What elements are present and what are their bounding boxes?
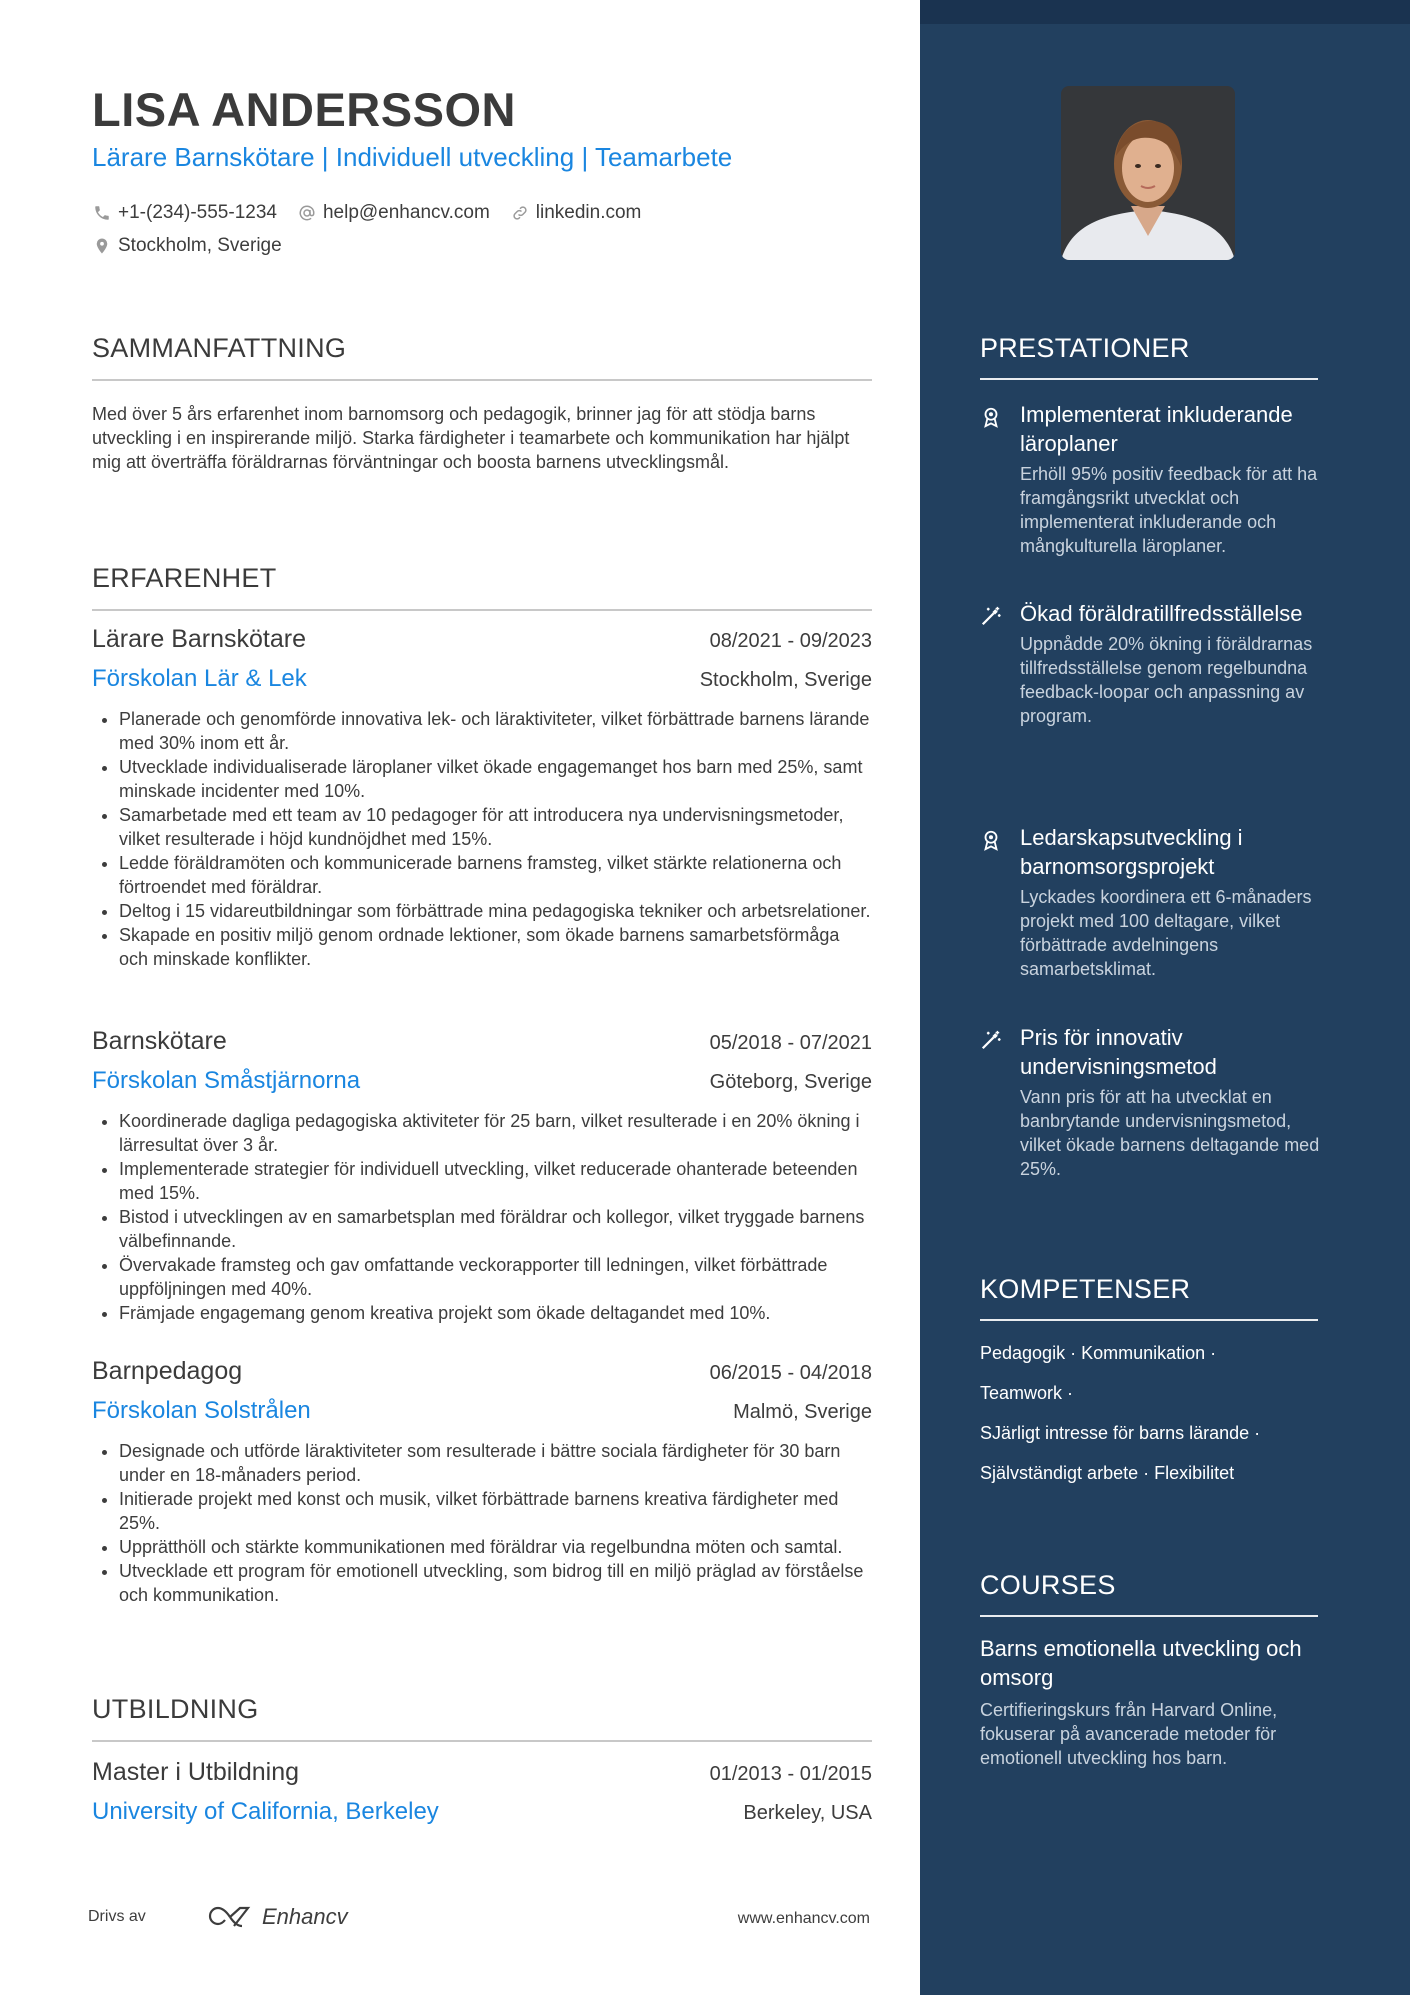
phone-text: +1-(234)-555-1234 [118, 201, 277, 223]
enhancv-brand: Enhancv [262, 1904, 348, 1929]
award-icon [980, 406, 1002, 428]
course-title: Barns emotionella utveckling och omsorg [980, 1636, 1302, 1690]
job-location: Stockholm, Sverige [699, 669, 872, 691]
location-text: Stockholm, Sverige [118, 234, 282, 256]
profile-photo [1061, 86, 1235, 260]
job-bullet: • Samarbetade med ett team av 10 pedagoger för att introducera nya undervisningsmetoder, vilket resulterade i höjd kundnöjdhet med 15%. [119, 803, 872, 851]
magic-wand-icon [980, 1029, 1002, 1051]
job-bullet: • Utvecklade ett program för emotionell utveckling, som bidrog till en miljö präglad av förståelse och kommunikation. [119, 1559, 872, 1607]
education-divider [92, 1740, 872, 1742]
experience-heading: ERFARENHET [92, 563, 277, 593]
achievement-item [980, 400, 1320, 558]
experience-entry [92, 1357, 872, 1607]
candidate-name: LISA ANDERSSON [92, 83, 516, 136]
skills-heading: KOMPETENSER [980, 1274, 1191, 1304]
skills-list [980, 1338, 1320, 1498]
phone-icon [92, 203, 112, 223]
experience-entry [92, 1027, 872, 1325]
summary-text: Med över 5 års erfarenhet inom barnomsorg och pedagogik, brinner jag för att stödja barns utveckling i en inspirerande miljö. Starka färdigheter i teamarbete och kommunikation har hjälpt mig att överträffa föräldrarnas förväntningar och boosta barnens utvecklingsmål. [92, 404, 850, 472]
course-item [980, 1634, 1320, 1770]
map-pin-icon [92, 236, 112, 256]
job-company: Förskolan Småstjärnorna [92, 1067, 361, 1094]
skill-line: Teamwork · [980, 1383, 1074, 1403]
job-dates: 06/2015 - 04/2018 [709, 1362, 872, 1384]
powered-by-label: Drivs av [88, 1908, 146, 1925]
job-bullet: • Skapade en positiv miljö genom ordnade lektioner, som ökade barnens samarbetsförmåga och minskade konflikter. [119, 923, 872, 971]
skills-divider [980, 1319, 1318, 1321]
job-bullets [92, 1109, 872, 1325]
education-entry [92, 1758, 872, 1838]
achievements-heading: PRESTATIONER [980, 333, 1190, 363]
skill-line: SJärligt intresse för barns lärande · [980, 1423, 1261, 1443]
skill-line: Självständigt arbete · Flexibilitet [980, 1463, 1235, 1483]
contact-info [92, 196, 892, 262]
job-bullets [92, 707, 872, 971]
job-title: Barnskötare [92, 1027, 227, 1055]
award-icon [980, 829, 1002, 851]
achievement-description: Uppnådde 20% ökning i föräldrarnas tillfredsställelse genom regelbundna feedback-loopar och anpassning av program. [1020, 634, 1313, 726]
school-name: University of California, Berkeley [92, 1798, 439, 1825]
footer [88, 1900, 880, 1940]
job-bullet: • Utvecklade individualiserade läroplaner vilket ökade engagemanget hos barn med 25%, samt minskade incidenter med 10%. [119, 755, 872, 803]
magic-wand-icon [980, 605, 1002, 627]
job-title: Barnpedagog [92, 1357, 243, 1385]
sidebar-top-bar [920, 0, 1410, 24]
achievement-title: Ledarskapsutveckling i barnomsorgsprojekt [1020, 825, 1243, 879]
job-bullet: • Koordinerade dagliga pedagogiska aktiviteter för 25 barn, vilket resulterade i en 20% ökning i lärresultat över 3 år. [119, 1109, 872, 1157]
job-location: Göteborg, Sverige [709, 1071, 872, 1093]
phone-contact[interactable] [92, 202, 277, 224]
job-bullets [92, 1439, 872, 1607]
achievement-item [980, 1023, 1320, 1181]
candidate-tagline: Lärare Barnskötare | Individuell utveckling | Teamarbete [92, 142, 733, 172]
job-dates: 08/2021 - 09/2023 [709, 630, 872, 652]
experience-entry [92, 625, 872, 971]
job-bullet: • Initierade projekt med konst och musik, vilket förbättrade barnens kreativa färdigheter med 25%. [119, 1487, 872, 1535]
job-bullet: • Bistod i utvecklingen av en samarbetsplan med föräldrar och kollegor, vilket tryggade barnens välbefinnande. [119, 1205, 872, 1253]
job-title: Lärare Barnskötare [92, 625, 307, 653]
enhancv-logo[interactable] [206, 1904, 348, 1930]
achievement-title: Ökad föräldratillfredsställelse [1020, 601, 1303, 626]
job-bullet: • Upprätthöll och stärkte kommunikationen med föräldrar via regelbundna möten och samtal. [119, 1535, 872, 1559]
degree-title: Master i Utbildning [92, 1758, 300, 1786]
achievement-description: Vann pris för att ha utvecklat en banbrytande undervisningsmetod, vilket ökade barnens deltagande med 25%. [1020, 1087, 1320, 1179]
job-bullet: • Främjade engagemang genom kreativa projekt som ökade deltagandet med 10%. [119, 1301, 872, 1325]
summary-divider [92, 379, 872, 381]
job-company: Förskolan Solstrålen [92, 1397, 311, 1424]
job-bullet: • Ledde föräldramöten och kommunicerade barnens framsteg, vilket stärkte relationerna och förtroendet med föräldrar. [119, 851, 872, 899]
achievement-description: Erhöll 95% positiv feedback för att ha framgångsrikt utvecklat och implementerat inkluderande och mångkulturella läroplaner. [1020, 464, 1318, 556]
achievement-item [980, 599, 1320, 728]
job-dates: 05/2018 - 07/2021 [709, 1032, 872, 1054]
job-bullet: • Deltog i 15 vidareutbildningar som förbättrade mina pedagogiska tekniker och arbetsrelationer. [119, 899, 872, 923]
job-bullet: • Designade och utförde läraktiviteter som resulterade i bättre sociala färdigheter för 30 barn under en 18-månaders period. [119, 1439, 872, 1487]
location-contact [92, 235, 282, 257]
achievement-description: Lyckades koordinera ett 6-månaders projekt med 100 deltagare, vilket förbättrade avdelningens samarbetsklimat. [1020, 887, 1312, 979]
at-sign-icon [297, 203, 317, 223]
education-dates: 01/2013 - 01/2015 [709, 1763, 872, 1785]
infinity-logo-icon [206, 1904, 254, 1930]
email-text: help@enhancv.com [322, 201, 490, 223]
website-link[interactable]: www.enhancv.com [737, 1910, 870, 1927]
linkedin-text: linkedin.com [535, 201, 642, 223]
achievement-title: Implementerat inkluderande läroplaner [1020, 402, 1293, 456]
job-bullet: • Övervakade framsteg och gav omfattande veckorapporter till ledningen, vilket förbättrade uppföljningen med 40%. [119, 1253, 872, 1301]
email-contact[interactable] [297, 202, 490, 224]
job-bullet: • Planerade och genomförde innovativa lek- och läraktiviteter, vilket förbättrade barnens lärande med 30% inom ett år. [119, 707, 872, 755]
job-location: Malmö, Sverige [733, 1401, 872, 1423]
achievements-divider [980, 378, 1318, 380]
achievement-title: Pris för innovativ undervisningsmetod [1020, 1025, 1217, 1079]
course-description: Certifieringskurs från Harvard Online, fokuserar på avancerade metoder för emotionell utveckling hos barn. [980, 1700, 1278, 1768]
job-company: Förskolan Lär & Lek [92, 665, 307, 692]
school-location: Berkeley, USA [743, 1802, 872, 1824]
skill-line: Pedagogik · Kommunikation · [980, 1343, 1217, 1363]
link-icon [510, 203, 530, 223]
experience-divider [92, 609, 872, 611]
courses-divider [980, 1615, 1318, 1617]
linkedin-contact[interactable] [510, 202, 642, 224]
job-bullet: • Implementerade strategier för individuell utveckling, vilket reducerade ohanterade beteenden med 15%. [119, 1157, 872, 1205]
achievement-item [980, 823, 1320, 981]
summary-heading: SAMMANFATTNING [92, 333, 347, 363]
courses-heading: COURSES [980, 1570, 1116, 1600]
education-heading: UTBILDNING [92, 1694, 259, 1724]
